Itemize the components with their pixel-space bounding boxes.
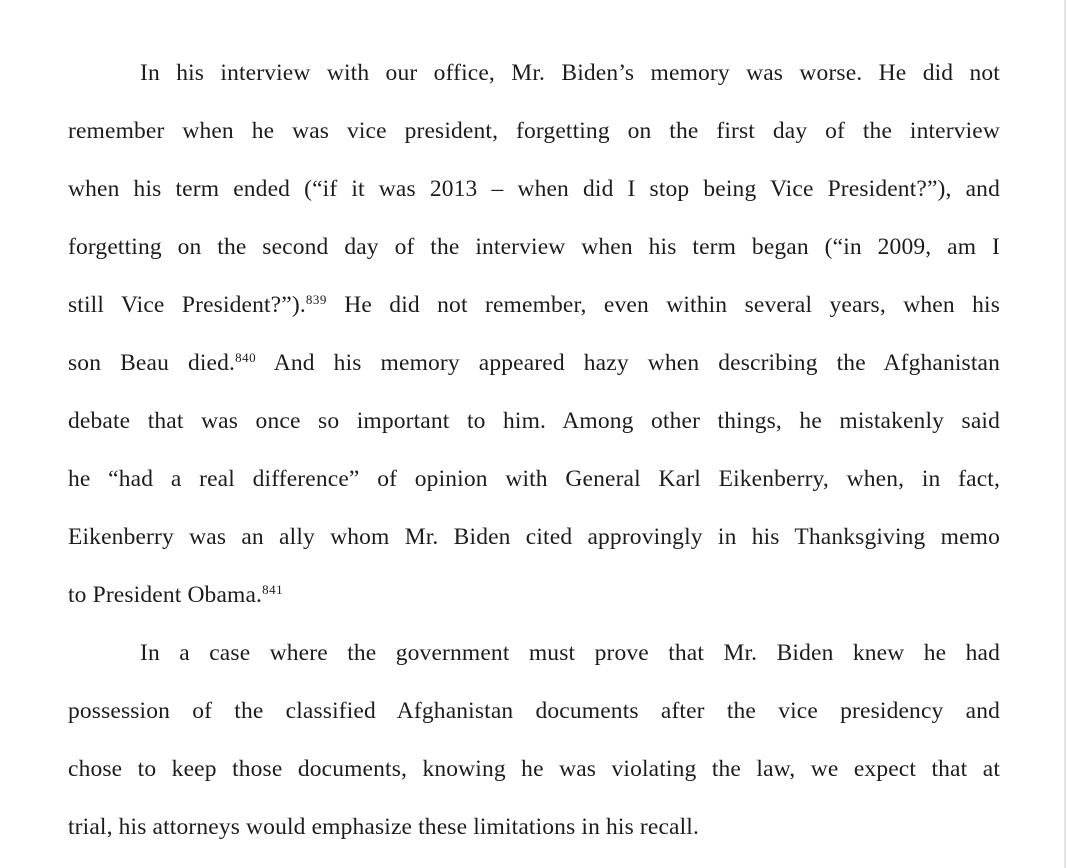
text-line: In his interview with our office, Mr. Biden’s memory was worse. He did not	[140, 60, 1000, 86]
text-line: chose to keep those documents, knowing he was violating the law, we expect that at	[68, 756, 1000, 782]
text-line: In a case where the government must prove that Mr. Biden knew he had	[140, 640, 1000, 666]
text-line: Eikenberry was an ally whom Mr. Biden cited approvingly in his Thanksgiving memo	[68, 524, 1000, 550]
text-segment: to President Obama.	[68, 582, 263, 608]
text-line: remember when he was vice president, forgetting on the first day of the interview	[68, 118, 1000, 144]
text-line: debate that was once so important to him. Among other things, he mistakenly said	[68, 408, 1000, 434]
text-line	[68, 287, 1000, 323]
footnote-ref-841: 841	[262, 582, 284, 597]
text-line: trial, his attorneys would emphasize these limitations in his recall.	[68, 814, 699, 840]
text-segment: And his memory appeared hazy when describing the Afghanistan	[256, 350, 1000, 376]
text-segment: son Beau died.	[68, 350, 236, 376]
text-line	[68, 577, 283, 613]
text-segment: He did not remember, even within several years, when his	[326, 292, 1000, 318]
text-line: forgetting on the second day of the interview when his term began (“in 2009, am I	[68, 234, 1000, 260]
text-line: when his term ended (“if it was 2013 – when did I stop being Vice President?”), and	[68, 176, 1000, 202]
footnote-ref-840: 840	[235, 350, 257, 365]
footnote-ref-839: 839	[305, 292, 327, 307]
text-line	[68, 345, 1000, 381]
page-edge-divider	[1064, 0, 1066, 868]
text-segment: still Vice President?”).	[68, 292, 306, 318]
text-line: possession of the classified Afghanistan documents after the vice presidency and	[68, 698, 1000, 724]
text-line: he “had a real difference” of opinion with General Karl Eikenberry, when, in fact,	[68, 466, 1000, 492]
